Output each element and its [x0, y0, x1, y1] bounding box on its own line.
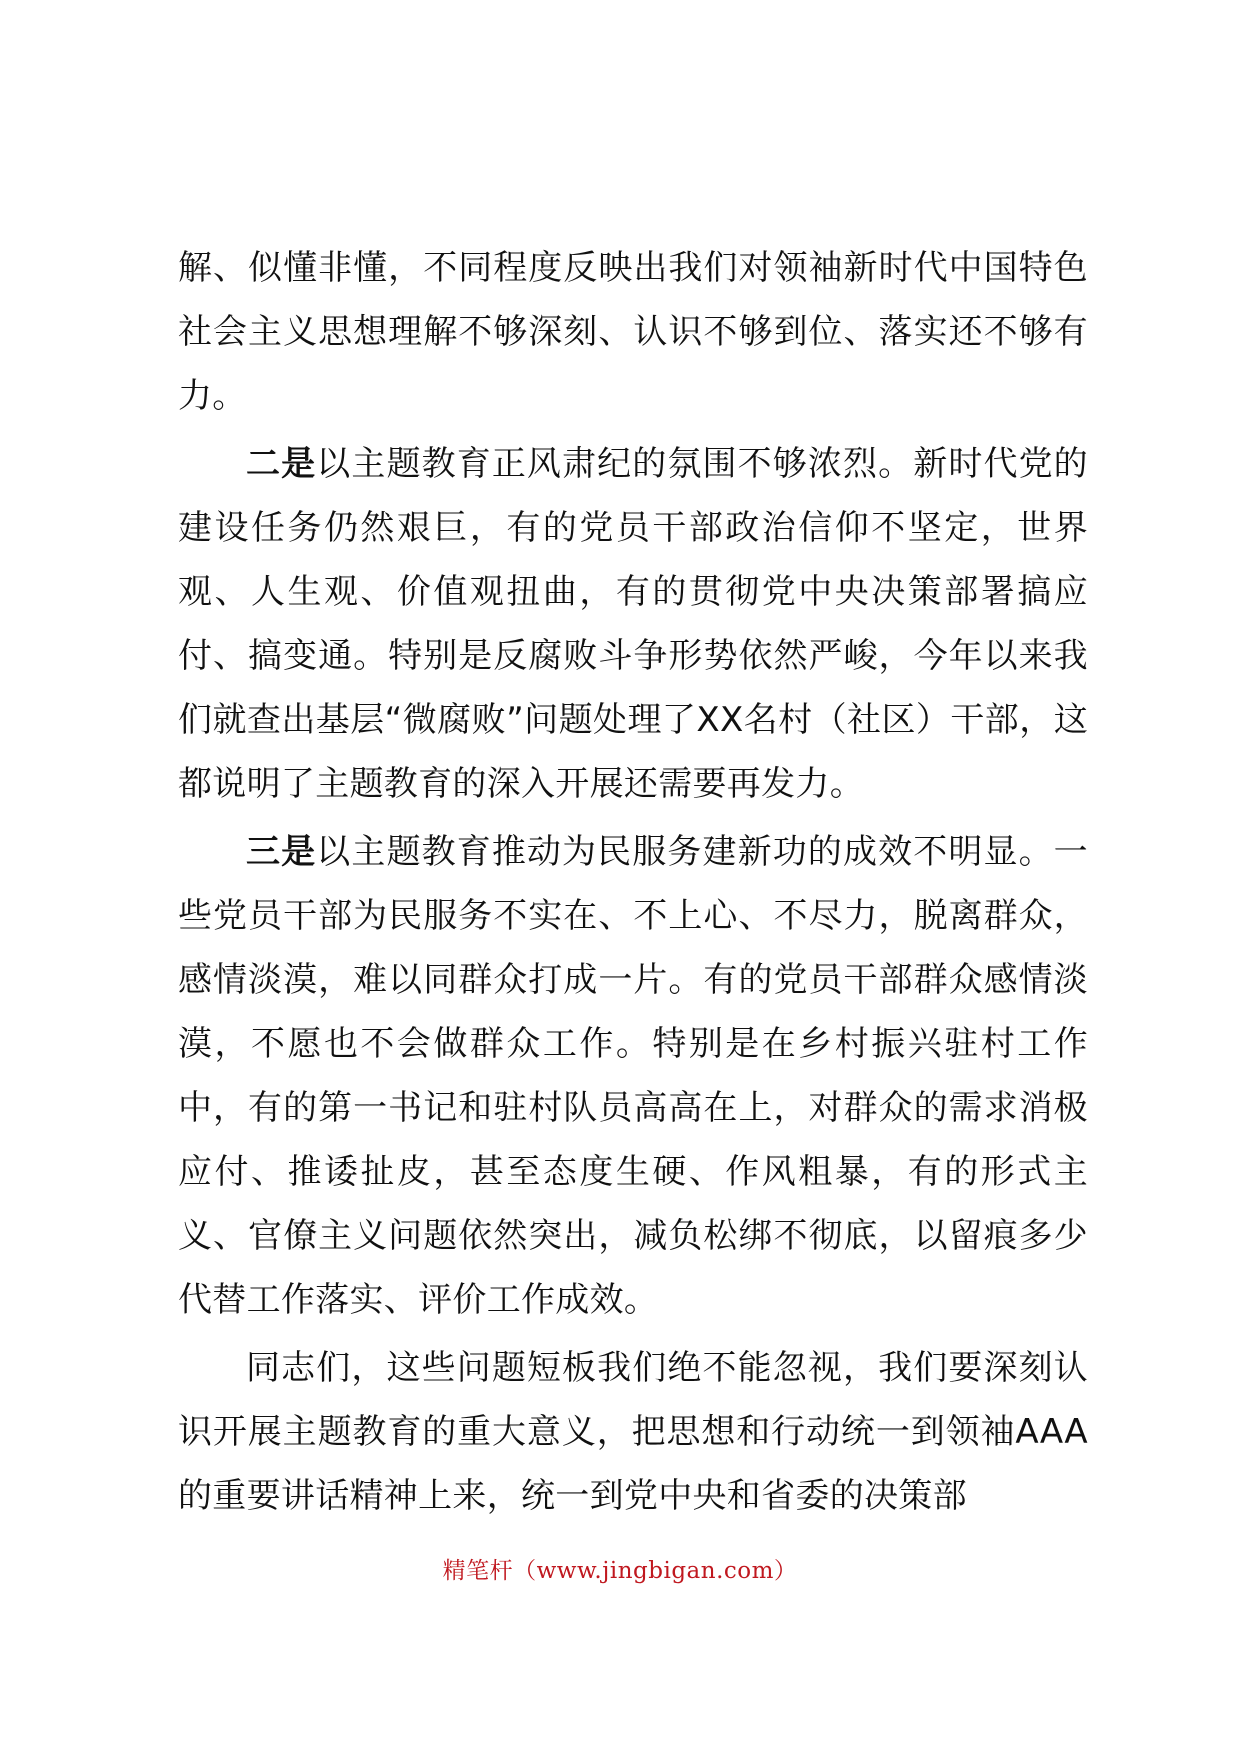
paragraph-text: 同志们，这些问题短板我们绝不能忽视，我们要深刻认识开展主题教育的重大意义，把思想和行动统一到领袖AAA的重要讲话精神上来，统一到党中央和省委的决策部 — [178, 1348, 1088, 1516]
paragraph-text: 解、似懂非懂，不同程度反映出我们对领袖新时代中国特色社会主义思想理解不够深刻、认识不够到位、落实还不够有力。 — [178, 248, 1088, 416]
paragraph-point-two — [178, 432, 1088, 816]
paragraph-continuation — [178, 236, 1088, 428]
paragraph-text: 以主题教育正风肃纪的氛围不够浓烈。新时代党的建设任务仍然艰巨，有的党员干部政治信仰不坚定，世界观、人生观、价值观扭曲，有的贯彻党中央决策部署搞应付、搞变通。特别是反腐败斗争形势依然严峻，今年以来我们就查出基层“微腐败”问题处理了XX名村（社区）干部，这都说明了主题教育的深入开展还需要再发力。 — [178, 444, 1088, 804]
paragraph-text: 以主题教育推动为民服务建新功的成效不明显。一些党员干部为民服务不实在、不上心、不尽力，脱离群众，感情淡漠，难以同群众打成一片。有的党员干部群众感情淡漠，不愿也不会做群众工作。特别是在乡村振兴驻村工作中，有的第一书记和驻村队员高高在上，对群众的需求消极应付、推诿扯皮，甚至态度生硬、作风粗暴，有的形式主义、官僚主义问题依然突出，减负松绑不彻底，以留痕多少代替工作落实、评价工作成效。 — [178, 832, 1088, 1320]
paragraph-lead: 三是 — [246, 832, 317, 872]
paragraph-point-three — [178, 820, 1088, 1332]
document-body — [178, 236, 1088, 1528]
footer-watermark: 精笔杆（www.jingbigan.com） — [442, 1558, 798, 1584]
paragraph-conclusion — [178, 1336, 1088, 1528]
paragraph-lead: 二是 — [246, 444, 317, 484]
